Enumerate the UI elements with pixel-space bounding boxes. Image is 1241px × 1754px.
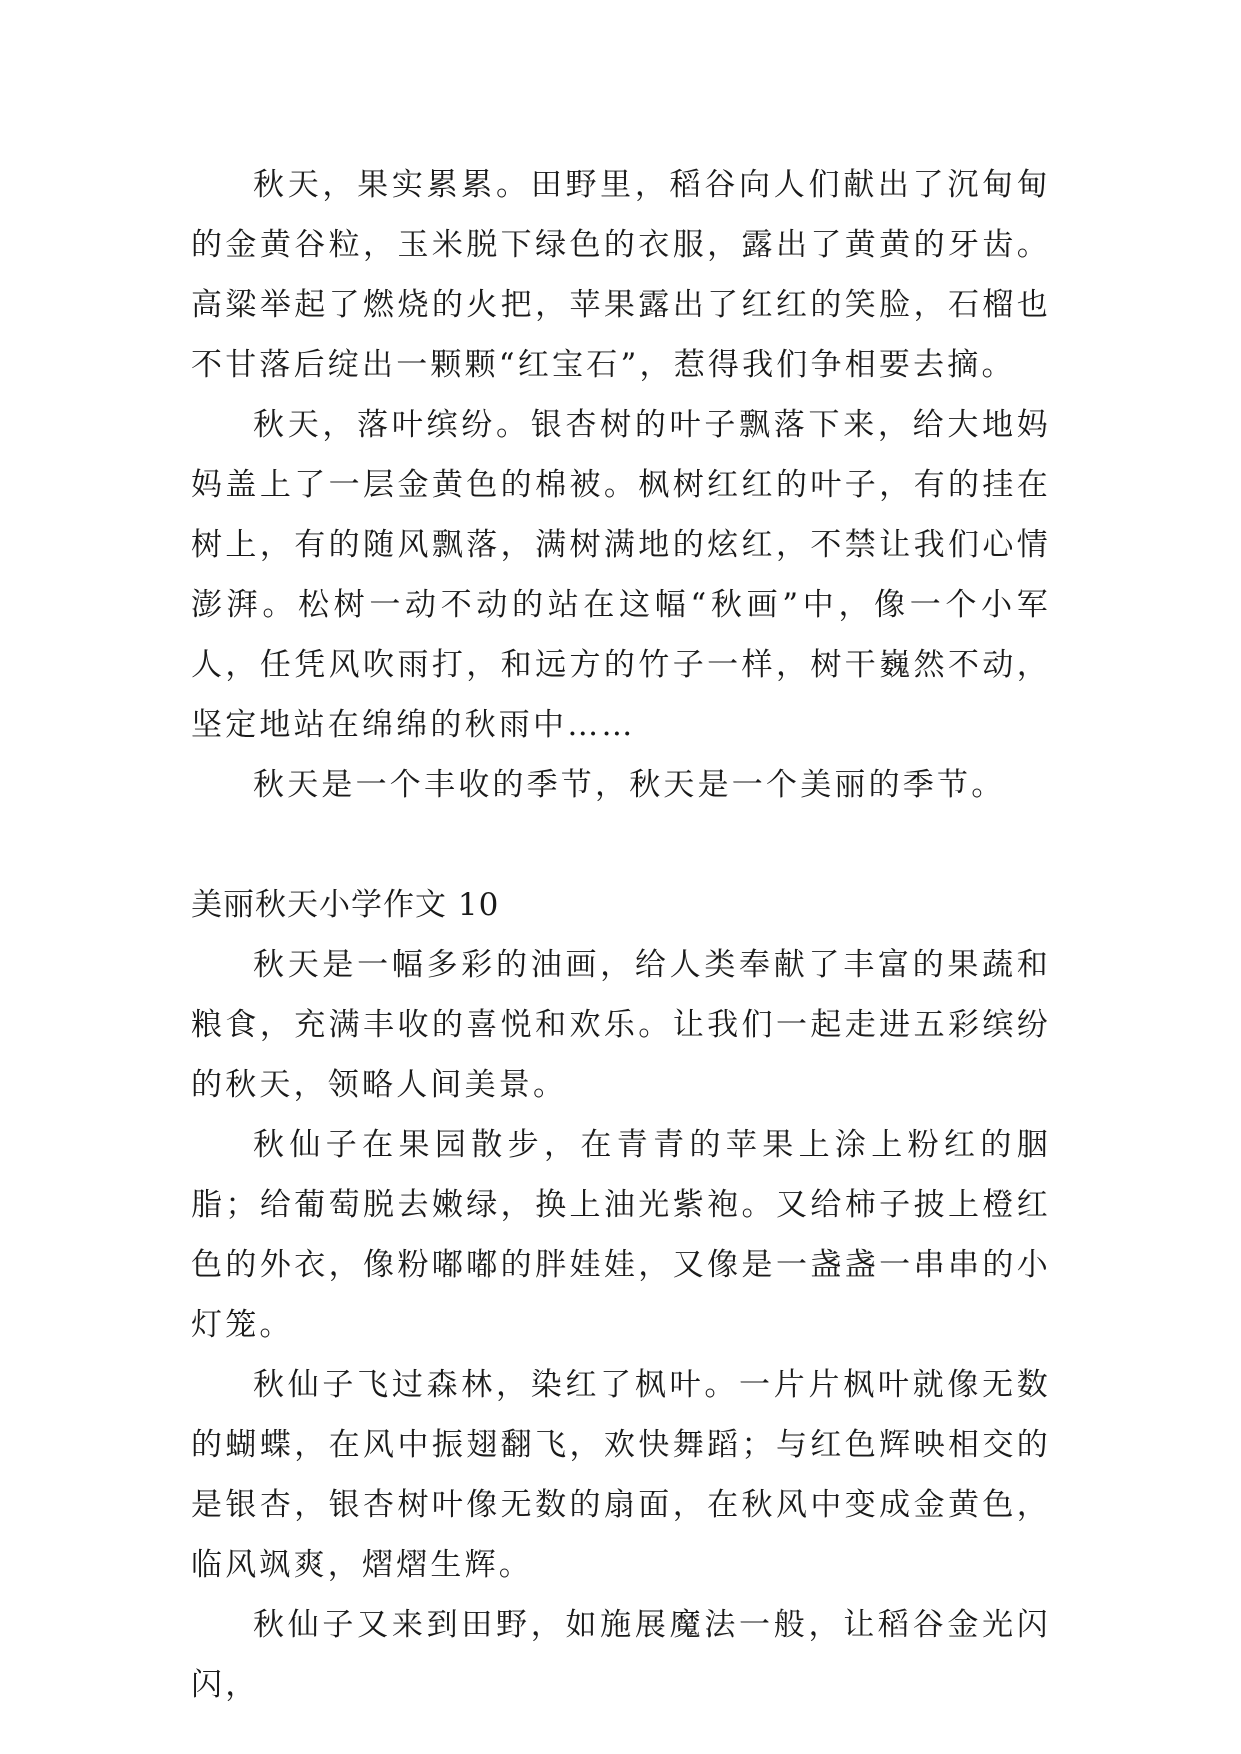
document-body xyxy=(191,155,1051,1715)
paragraph-harvest: 秋天，果实累累。田野里，稻谷向人们献出了沉甸甸的金黄谷粒，玉米脱下绿色的衣服，露出了黄黄的牙齿。高粱举起了燃烧的火把，苹果露出了红红的笑脸，石榴也不甘落后绽出一颗颗“红宝石”，惹得我们争相要去摘。 xyxy=(191,167,1051,383)
paragraph-orchard: 秋仙子在果园散步，在青青的苹果上涂上粉红的胭脂；给葡萄脱去嫩绿，换上油光紫袍。又给柿子披上橙红色的外衣，像粉嘟嘟的胖娃娃，又像是一盏盏一串串的小灯笼。 xyxy=(191,1127,1051,1343)
paragraph-falling-leaves: 秋天，落叶缤纷。银杏树的叶子飘落下来，给大地妈妈盖上了一层金黄色的棉被。枫树红红的叶子，有的挂在树上，有的随风飘落，满树满地的炫红，不禁让我们心情澎湃。松树一动不动的站在这幅“秋画”中，像一个小军人，任凭风吹雨打，和远方的竹子一样，树干巍然不动，坚定地站在绵绵的秋雨中…… xyxy=(191,407,1051,743)
paragraph-fields: 秋仙子又来到田野，如施展魔法一般，让稻谷金光闪闪， xyxy=(191,1607,1051,1703)
essay-heading: 美丽秋天小学作文 10 xyxy=(191,887,500,923)
paragraph-intro: 秋天是一幅多彩的油画，给人类奉献了丰富的果蔬和粮食，充满丰收的喜悦和欢乐。让我们一起走进五彩缤纷的秋天，领略人间美景。 xyxy=(191,947,1051,1103)
paragraph-forest: 秋仙子飞过森林，染红了枫叶。一片片枫叶就像无数的蝴蝶，在风中振翅翻飞，欢快舞蹈；与红色辉映相交的是银杏，银杏树叶像无数的扇面，在秋风中变成金黄色，临风飒爽，熠熠生辉。 xyxy=(191,1367,1051,1583)
paragraph-closing: 秋天是一个丰收的季节，秋天是一个美丽的季节。 xyxy=(253,767,1006,803)
